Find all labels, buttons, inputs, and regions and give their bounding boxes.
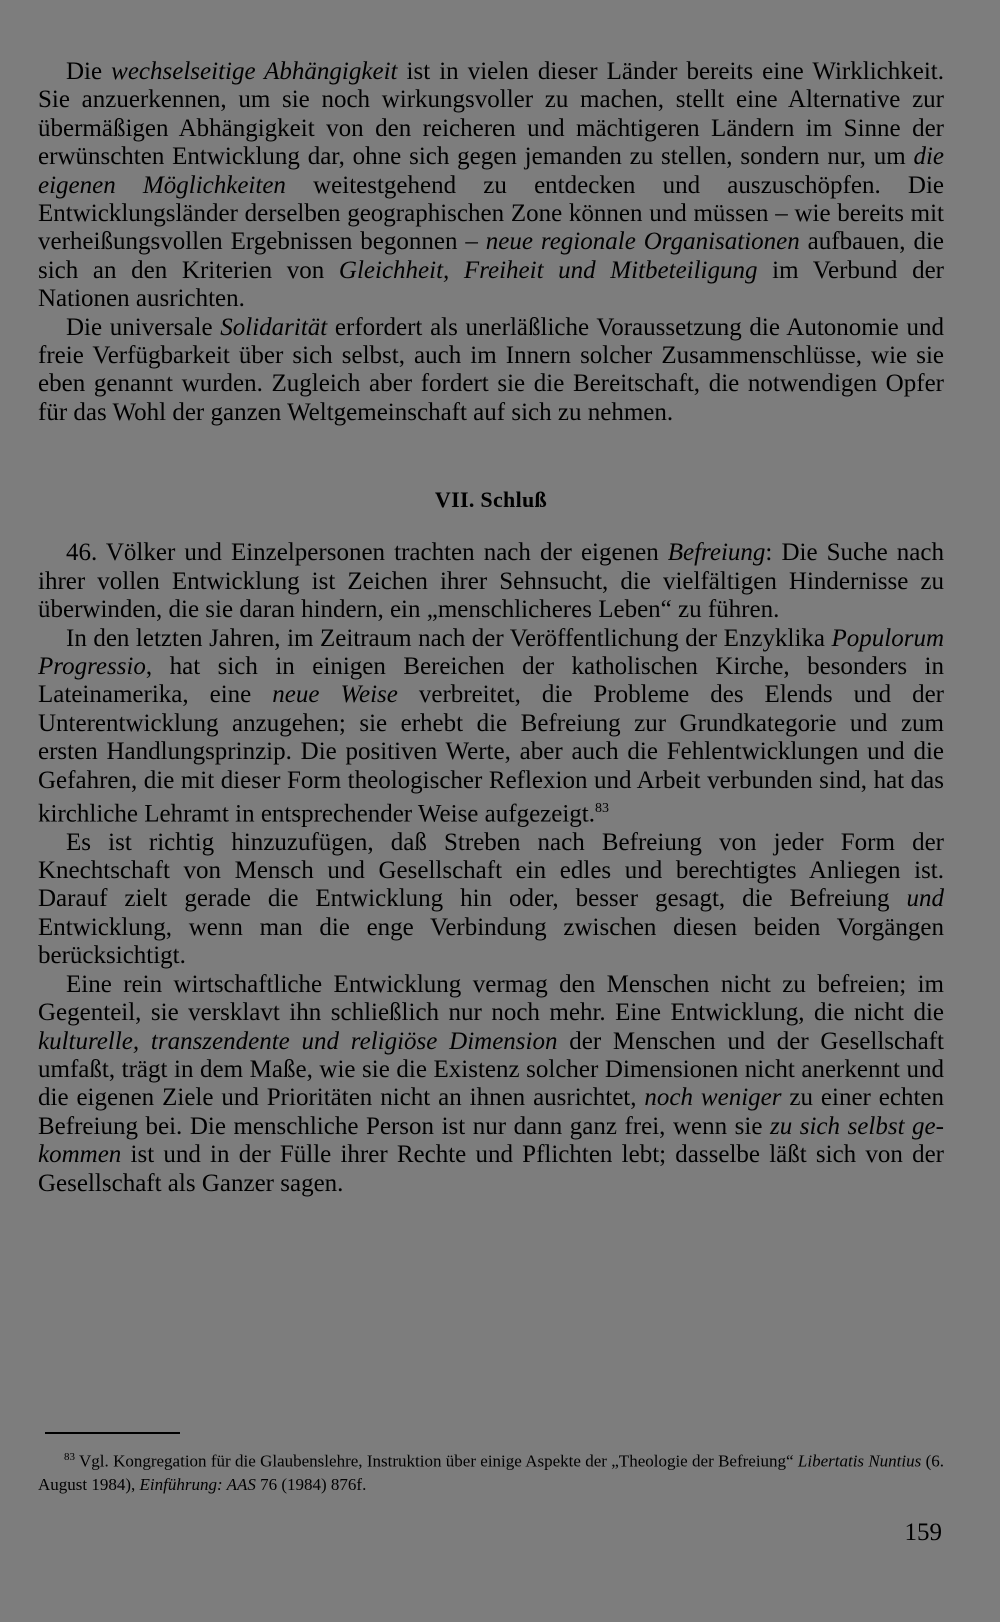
emphasis: noch weniger <box>644 1084 782 1112</box>
section-paragraphs <box>38 539 944 1198</box>
emphasis: Libertatis Nuntius <box>797 1451 922 1471</box>
emphasis: kulturelle, transzendente und religiöse Dimension <box>38 1027 558 1055</box>
footnote: $^{83}$ Vgl. Kongregation für die Glaubenslehre, Instruktion über einige Aspekte der „Theologie der Befreiung“ Libertatis Nuntius (6. August 1984), Einführung: AAS 76 (1984) 876f. <box>38 1451 944 1494</box>
page-number: 159 <box>904 1519 942 1546</box>
page-body <box>38 58 944 1198</box>
paragraph: Die wechselseitige Abhängigkeit ist in vielen dieser Länder bereits eine Wirklichkeit. Sie anzuerkennen, um sie noch wirkungsvoller zu machen, stellt eine Alternative zur übermäßigen Abhängigkeit von den reicheren und mächtigeren Ländern im Sinne der erwünschten Entwicklung dar, ohne sich gegen jemanden zu stellen, sondern nur, um die eigenen Möglichkeiten weitestgehend zu entdecken und auszuschöpfen. Die Entwicklungsländer derselben geographischen Zone können und müssen – wie bereits mit verheißungsvollen Ergebnissen begonnen – neue regionale Organisationen aufbauen, die sich an den Kriterien von Gleichheit, Freiheit und Mitbeteiligung im Verbund der Nationen ausrichten. <box>38 58 944 313</box>
footnote-marker: 83 <box>64 1451 75 1463</box>
paragraph: Eine rein wirtschaftliche Entwicklung vermag den Menschen nicht zu befreien; im Gegenteil, sie versklavt ihn schließlich nur noch mehr. Eine Entwicklung, die nicht die kulturelle, transzendente und religiöse Dimension der Menschen und der Gesellschaft umfaßt, trägt in dem Maße, wie sie die Existenz solcher Dimensionen nicht anerkennt und die eigenen Ziele und Prioritäten nicht an ihnen ausrichtet, noch weniger zu einer echten Befreiung bei. Die menschliche Person ist nur dann ganz frei, wenn sie zu sich selbst gekommen ist und in der Fülle ihrer Rechte und Pflichten lebt; dasselbe läßt sich von der Gesellschaft als Ganzer sagen. <box>38 970 945 1197</box>
intro-paragraphs <box>38 58 944 427</box>
emphasis: wechselseitige Abhängigkeit <box>111 58 398 85</box>
emphasis: Befreiung <box>667 539 766 567</box>
emphasis: Populorum Progressio <box>38 624 944 680</box>
paragraph: 46. Völker und Einzelpersonen trachten nach der eigenen Befreiung: Die Suche nach ihrer vollen Entwicklung ist Zeichen ihrer Sehnsucht, die vielfältigen Hindernisse zu überwinden, die sie daran hindern, ein „menschlicheres Leben“ zu führen. <box>38 539 944 624</box>
footnote-rule <box>45 1432 180 1434</box>
paragraph: In den letzten Jahren, im Zeitraum nach der Veröffentlichung der Enzyklika Populorum Progressio, hat sich in einigen Bereichen der katholischen Kirche, besonders in Lateinamerika, eine neue Weise verbreitet, die Probleme des Elends und der Unterentwicklung anzugehen; sie erhebt die Befreiung zur Grundkategorie und zum ersten Handlungsprinzip. Die positiven Werte, aber auch die Fehlentwicklungen und die Gefahren, die mit dieser Form theologischer Reflexion und Arbeit verbunden sind, hat das kirchliche Lehramt in entsprechender Weise aufgezeigt.$^{83}$ <box>38 624 945 828</box>
emphasis: Einführung: AAS <box>139 1474 256 1494</box>
emphasis: die eigenen Möglichkeiten <box>38 143 944 199</box>
emphasis: neue Weise <box>272 681 398 709</box>
emphasis: zu sich selbst gekommen <box>38 1112 944 1169</box>
emphasis: Solidarität <box>220 313 328 341</box>
paragraph: Es ist richtig hinzuzufügen, daß Streben nach Befreiung von jeder Form der Knechtschaft von Mensch und Gesellschaft ein edles und berechtigtes Anliegen ist. Darauf zielt gerade die Entwicklung hin oder, besser gesagt, die Befreiung und Entwicklung, wenn man die enge Verbindung zwischen diesen beiden Vorgängen berücksichtigt. <box>38 828 944 970</box>
section-heading: VII. Schluß <box>434 487 548 513</box>
paragraph: Die universale Solidarität erfordert als unerläßliche Voraussetzung die Autonomie und freie Verfügbarkeit über sich selbst, auch im Innern solcher Zusammenschlüsse, wie sie eben genannt wurden. Zugleich aber fordert sie die Bereitschaft, die notwendigen Opfer für das Wohl der ganzen Weltgemeinschaft auf sich zu nehmen. <box>38 313 944 426</box>
footnote-marker: 83 <box>595 800 609 816</box>
emphasis: Gleichheit, Freiheit und Mitbeteiligung <box>338 256 758 284</box>
emphasis: und <box>906 885 944 913</box>
emphasis: neue regionale Organisationen <box>485 228 800 256</box>
